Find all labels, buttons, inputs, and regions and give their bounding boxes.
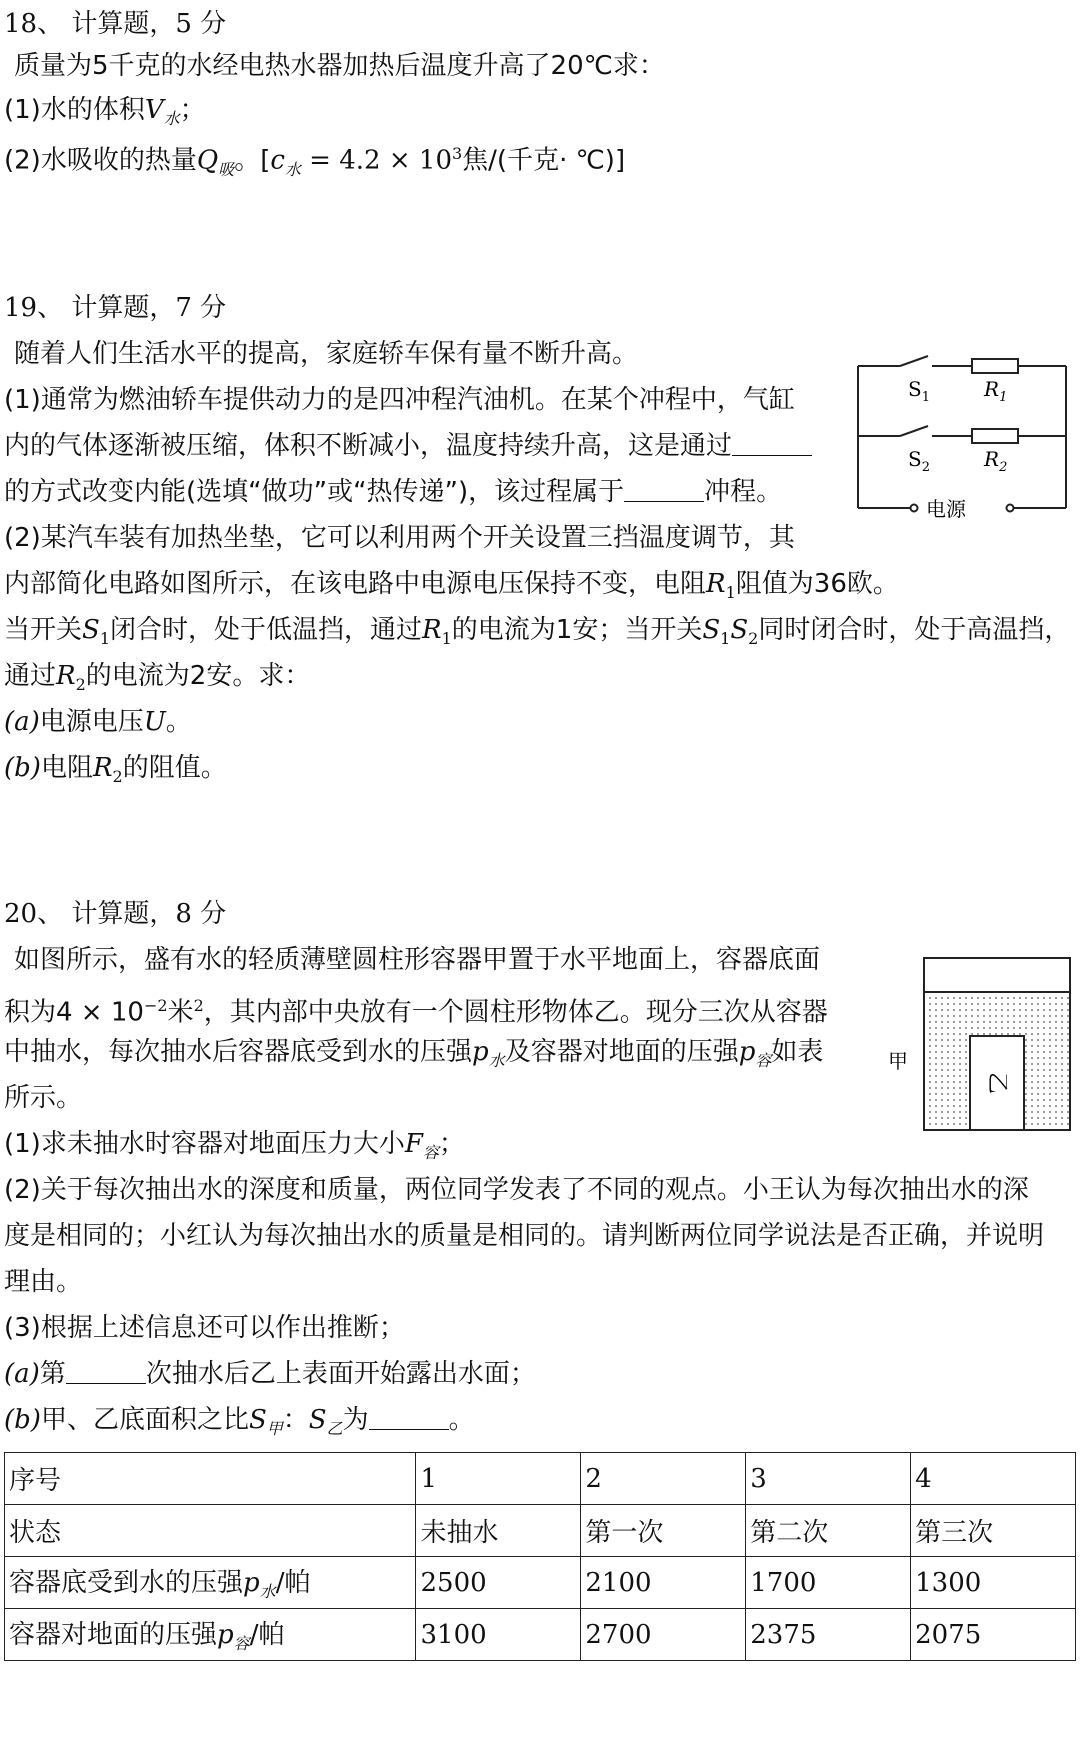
table-cell: 序号 (5, 1453, 416, 1505)
table-cell: 第三次 (911, 1505, 1076, 1557)
circuit-diagram (852, 354, 1072, 526)
q19-line3: 内的气体逐渐被压缩，体积不断减小，温度持续升高，这是通过 (4, 426, 812, 466)
label-r2: $R_2$ (984, 447, 1008, 475)
table-cell: 未抽水 (416, 1505, 581, 1557)
terminal-icon (1007, 505, 1014, 512)
table-row (5, 1453, 1076, 1505)
q19-line8: 通过$R_2$的电流为2安。求： (4, 661, 311, 695)
q20-part3b: (b)甲、乙底面积之比$S_甲$：$S_乙$为 。 (4, 1405, 475, 1439)
table-cell: 容器底受到水的压强$p_水/$帕 (5, 1557, 416, 1609)
switch-s2 (900, 426, 928, 436)
q20-line4: 所示。 (4, 1083, 83, 1113)
q19-question-a: (a)电源电压U。 (4, 707, 192, 737)
table-row (5, 1557, 1076, 1609)
q20-line2: 积为$4 \times 10^{-2}$米$^2$，其内部中央放有一个圆柱形物体乙。现分三次从容器 (4, 996, 828, 1028)
answer-blank[interactable] (66, 1357, 146, 1384)
q20-part2-line2: 度是相同的；小红认为每次抽出水的质量是相同的。请判断两位同学说法是否正确，并说明 (4, 1221, 1045, 1251)
q18-part1: (1)水的体积$V_水$； (4, 95, 206, 129)
label-r1: $R_1$ (984, 377, 1008, 405)
answer-blank[interactable] (732, 429, 812, 456)
label-jia: 甲 (888, 1049, 908, 1073)
answer-blank[interactable] (369, 1403, 449, 1430)
q20-part2-line1: (2)关于每次抽出水的深度和质量，两位同学发表了不同的观点。小王认为每次抽出水的深 (4, 1175, 1029, 1205)
q19-line4: 的方式改变内能(选填“做功”或“热传递”)，该过程属于 冲程。 (4, 477, 783, 507)
table-cell: 1300 (911, 1557, 1076, 1609)
switch-s1 (900, 356, 928, 366)
table-cell: 1 (416, 1453, 581, 1505)
q19-header: 19、 计算题，7 分 (4, 293, 227, 323)
table-cell: 2500 (416, 1557, 581, 1609)
table-row (5, 1609, 1076, 1661)
table-cell: 3100 (416, 1609, 581, 1661)
q19-line6: 内部简化电路如图所示，在该电路中电源电压保持不变，电阻$R_1$阻值为36欧。 (4, 569, 899, 603)
q19-line1: 随着人们生活水平的提高，家庭轿车保有量不断升高。 (14, 339, 639, 369)
q18-header: 18、 计算题，5 分 (4, 9, 227, 39)
q18-part2: (2)水吸收的热量$Q_吸$。[$c_水 = 4.2 \times 10^3$焦/(千克· ℃)] (4, 144, 626, 179)
table-cell: 2 (581, 1453, 746, 1505)
q19-line7: 当开关$S_1$闭合时，处于低温挡，通过$R_1$的电流为1安；当开关$S_1S_2$同时闭合时，处于高温挡， (4, 615, 1071, 649)
q20-part2-line3: 理由。 (4, 1267, 83, 1297)
resistor-r1 (972, 359, 1018, 373)
table-cell: 第一次 (581, 1505, 746, 1557)
label-s1: $S_1$ (908, 377, 930, 405)
table-cell: 容器对地面的压强$p_容/$帕 (5, 1609, 416, 1661)
q20-line1: 如图所示，盛有水的轻质薄壁圆柱形容器甲置于水平地面上，容器底面 (14, 945, 821, 975)
q20-part3: (3)根据上述信息还可以作出推断； (4, 1313, 405, 1343)
label-s2: $S_2$ (908, 447, 930, 475)
table-cell: 3 (746, 1453, 911, 1505)
q20-part3a: (a)第 次抽水后乙上表面开始露出水面； (4, 1359, 536, 1389)
table-cell: 1700 (746, 1557, 911, 1609)
table-row (5, 1505, 1076, 1557)
q20-line3: 中抽水，每次抽水后容器底受到水的压强$p_水$及容器对地面的压强$p_容$如表 (4, 1037, 824, 1071)
q18-stem: 质量为5千克的水经电热水器加热后温度升高了20℃求： (14, 51, 665, 81)
resistor-r2 (972, 429, 1018, 443)
q19-question-b: (b)电阻$R_2$的阻值。 (4, 753, 227, 787)
pressure-table (4, 1452, 1076, 1661)
label-yi: 乙 (984, 1071, 1009, 1095)
q19-line5: (2)某汽车装有加热坐垫，它可以利用两个开关设置三挡温度调节，其 (4, 523, 795, 553)
label-source: 电源 (926, 497, 966, 521)
table-cell: 状态 (5, 1505, 416, 1557)
table-cell: 4 (911, 1453, 1076, 1505)
container-figure (880, 954, 1076, 1136)
q19-line2: (1)通常为燃油轿车提供动力的是四冲程汽油机。在某个冲程中，气缸 (4, 385, 795, 415)
table-cell: 第二次 (746, 1505, 911, 1557)
table-cell: 2375 (746, 1609, 911, 1661)
table-cell: 2700 (581, 1609, 746, 1661)
table-cell: 2075 (911, 1609, 1076, 1661)
q20-header: 20、 计算题，8 分 (4, 899, 227, 929)
answer-blank[interactable] (624, 475, 704, 502)
q20-part1: (1)求未抽水时容器对地面压力大小$F_容$； (4, 1129, 465, 1163)
table-cell: 2100 (581, 1557, 746, 1609)
terminal-icon (911, 505, 918, 512)
